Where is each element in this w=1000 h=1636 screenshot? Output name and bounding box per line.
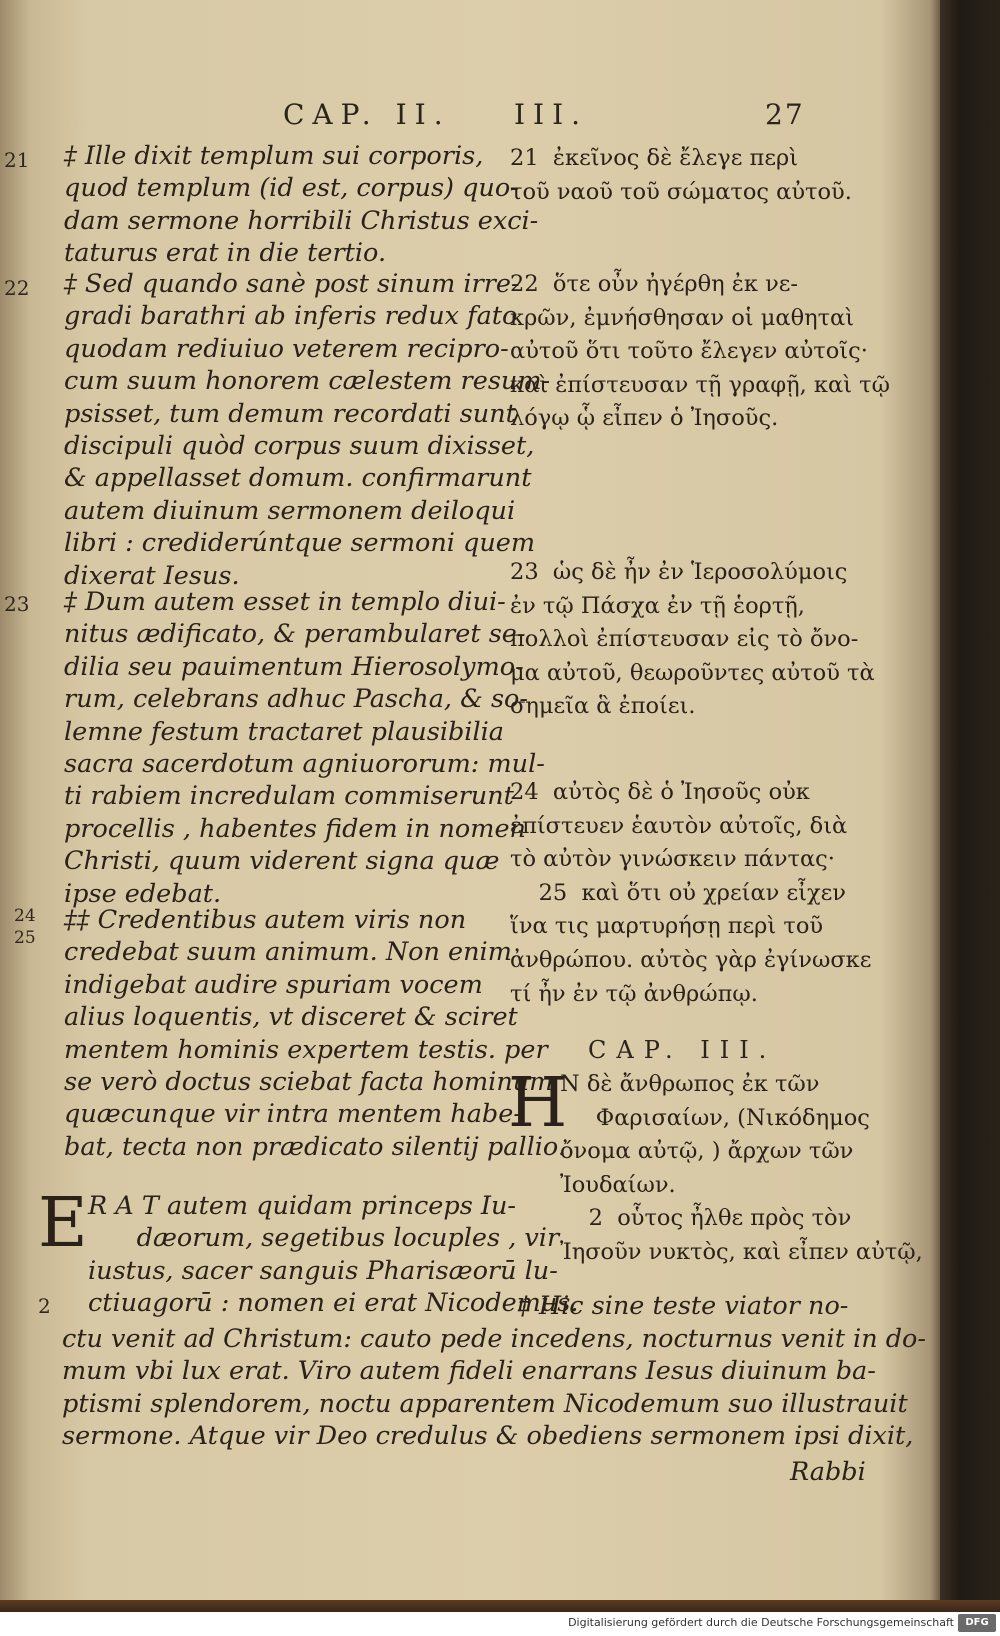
page-number: 27 [765,98,805,131]
catchword: Rabbi [790,1457,866,1487]
book-binding [940,0,1000,1612]
latin-verse-23: ‡ Dum autem esset in templo diui- nitus ædificato, & perambularet se- dilia seu pauimentum Hierosolymo- rum, celebrans adhuc Pascha, & so- lemne festum tractaret plausibilia sacra sacerdotum agniuororum: mul- ti rabiem incredulam commiserunt procellis , habentes fidem in nomen Christi, quum viderent signa quæ ipse edebat. [64,587,545,909]
verse-number: 23 [4,592,30,616]
dfg-logo-icon: DFG [958,1614,996,1632]
greek-chapter-3-opening: N δὲ ἄνθρωπος ἐκ τῶν Φαρισαίων, (Νικόδημος ὄνομα αὐτῷ, ) ἄρχων τῶν Ἰουδαίων. 2 οὗτος ἦλθε πρὸς τὸν Ἰησοῦν νυκτὸς, καὶ εἶπεν αὐτῷ, [560,1071,923,1265]
full-width-text [64,1290,926,1453]
verse-number: 2 [38,1294,51,1318]
latin-verse-24-25: ‡‡ Credentibus autem viris non credebat suum animum. Non enim indigebat audire spuriam vocem alius loquentis, vt disceret & sciret mentem hominis expertem testis. per se verò doctus sciebat facta hominum quæcunque vir intra mentem habe- bat, tecta non prædicato silentij pallio. [64,905,566,1162]
verse-number: 21 [4,148,30,172]
section-header: III. [514,98,589,131]
verse-number: 22 [4,276,30,300]
full-width-first-line: ‡ Hic sine teste viator no- [518,1291,849,1321]
greek-verse-21: 21 ἐκεῖνος δὲ ἔλεγε περὶ τοῦ ναοῦ τοῦ σώματος αὐτοῦ. [510,145,852,205]
latin-dropcap: E [38,1184,88,1263]
full-width-rest: ctu venit ad Christum: cauto pede incedens, nocturnus venit in do- mum vbi lux erat. Viro autem fideli enarrans Iesus diuinum ba- ptismi splendorem, noctu apparentem Nicodemum suo illustrauit sermone. Atque vir Deo credulus & obediens sermonem ipsi dixit, [62,1323,927,1452]
latin-verse-21: ‡ Ille dixit templum sui corporis, quod templum (id est, corpus) quo- dam sermone horribili Christus exci- taturus erat in die tertio. [64,141,539,269]
greek-verse-24-25: 24 αὐτὸς δὲ ὁ Ἰησοῦς οὐκ ἐπίστευεν ἑαυτὸν αὐτοῖς, διὰ τὸ αὐτὸν γινώσκειν πάντας· 25 καὶ ὅτι οὐ χρείαν εἶχεν ἵνα τις μαρτυρήσῃ περὶ τοῦ ἀνθρώπου. αὐτὸς γὰρ ἐγίνωσκε τί ἦν ἐν τῷ ἀνθρώπῳ. [510,779,872,1007]
footer-credit: Digitalisierung gefördert durch die Deutsche Forschungsgemeinschaft [568,1616,954,1629]
greek-chapter-heading: CAP. III. [588,1036,777,1064]
footer-bar [0,1612,1000,1636]
verse-number: 24 [14,906,36,926]
latin-verse-22: ‡ Sed quando sanè post sinum irre- gradi barathri ab inferis redux fato quodam rediuiuo veterem recipro- cum suum honorem cælestem resum- psisset, tum demum recordati sunt discipuli quòd corpus suum dixisset, & appellasset domum. confirmarunt autem diuinum sermonem deiloqui libri : crediderúntque sermoni quem dixerat Iesus. [64,269,551,591]
greek-verse-22: 22 ὅτε οὖν ἠγέρθη ἐκ νε- κρῶν, ἐμνήσθησαν οἱ μαθηταὶ αὐτοῦ ὅτι τοῦτο ἔλεγεν αὐτοῖς· καὶ ἐπίστευσαν τῇ γραφῇ, καὶ τῷ λόγῳ ᾧ εἶπεν ὁ Ἰησοῦς. [510,271,890,432]
greek-dropcap: H [508,1064,568,1143]
chapter-header: CAP. II. [283,98,451,131]
page-bottom-edge [0,1600,1000,1612]
greek-verse-23: 23 ὡς δὲ ἦν ἐν Ἱεροσολύμοις ἐν τῷ Πάσχα ἐν τῇ ἑορτῇ, πολλοὶ ἐπίστευσαν εἰς τὸ ὄνο- μα αὐτοῦ, θεωροῦντες αὐτοῦ τὰ σημεῖα ἃ ἐποίει. [510,559,875,720]
latin-chapter-3-opening: R A T autem quidam princeps Iu- dæorum, segetibus locuples , vir iustus, sacer sanguis Pharisæorū lu- ctiuagorū : nomen ei erat Nicodemus. [88,1191,579,1319]
verse-number: 25 [14,928,36,948]
